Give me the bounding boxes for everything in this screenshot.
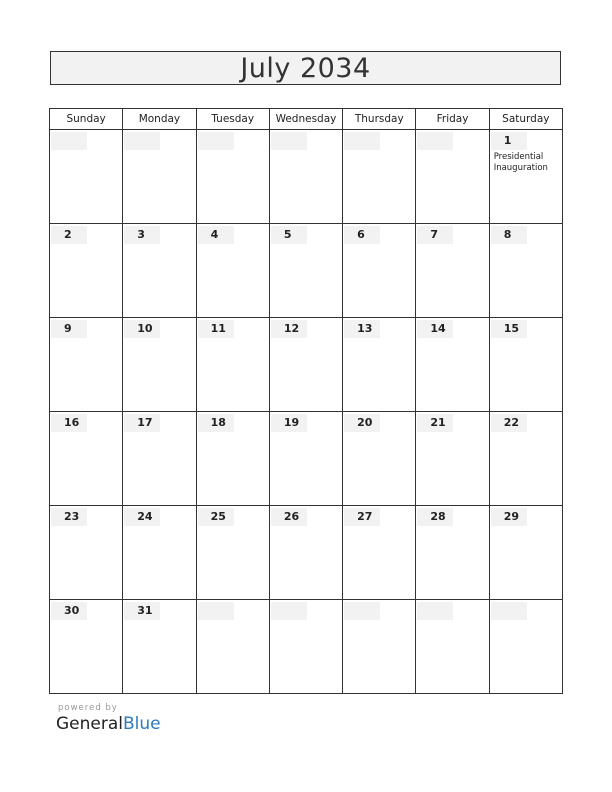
day-number: 14 bbox=[417, 320, 453, 338]
week-row bbox=[50, 412, 563, 506]
day-number: 15 bbox=[491, 320, 527, 338]
day-cell bbox=[123, 318, 196, 412]
calendar-title: July 2034 bbox=[240, 52, 371, 84]
weekday-friday: Friday bbox=[416, 109, 489, 130]
day-cell bbox=[416, 600, 489, 694]
day-number: 10 bbox=[124, 320, 160, 338]
day-cell bbox=[489, 600, 562, 694]
day-number: 19 bbox=[271, 414, 307, 432]
holiday-event: Presidential Inauguration bbox=[493, 152, 548, 173]
day-cell bbox=[50, 412, 123, 506]
day-cell bbox=[196, 130, 269, 224]
day-number: 17 bbox=[124, 414, 160, 432]
day-number: 16 bbox=[51, 414, 87, 432]
day-cell bbox=[269, 224, 342, 318]
day-cell bbox=[343, 318, 416, 412]
day-cell bbox=[269, 600, 342, 694]
day-cell bbox=[343, 506, 416, 600]
day-cell bbox=[123, 412, 196, 506]
day-number: 25 bbox=[198, 508, 234, 526]
calendar-weeks bbox=[50, 130, 563, 694]
day-number-empty bbox=[417, 132, 453, 150]
day-number-empty bbox=[198, 602, 234, 620]
week-row bbox=[50, 600, 563, 694]
day-number: 18 bbox=[198, 414, 234, 432]
day-cell bbox=[196, 600, 269, 694]
weekday-wednesday: Wednesday bbox=[269, 109, 342, 130]
day-number: 1 bbox=[491, 132, 527, 150]
day-number: 13 bbox=[344, 320, 380, 338]
day-cell bbox=[50, 224, 123, 318]
day-cell bbox=[416, 412, 489, 506]
brand-name-general: General bbox=[56, 714, 123, 734]
day-cell bbox=[343, 130, 416, 224]
day-cell bbox=[416, 224, 489, 318]
day-number-empty bbox=[51, 132, 87, 150]
day-number-empty bbox=[417, 602, 453, 620]
day-number: 12 bbox=[271, 320, 307, 338]
day-cell bbox=[489, 318, 562, 412]
day-number: 7 bbox=[417, 226, 453, 244]
day-number-empty bbox=[124, 132, 160, 150]
day-number: 9 bbox=[51, 320, 87, 338]
day-number-empty bbox=[344, 602, 380, 620]
day-cell bbox=[416, 318, 489, 412]
day-number: 3 bbox=[124, 226, 160, 244]
day-number: 29 bbox=[491, 508, 527, 526]
day-cell bbox=[269, 318, 342, 412]
weekday-monday: Monday bbox=[123, 109, 196, 130]
day-cell bbox=[489, 412, 562, 506]
day-number-empty bbox=[491, 602, 527, 620]
weekday-sunday: Sunday bbox=[50, 109, 123, 130]
calendar-grid bbox=[49, 108, 563, 694]
day-number: 24 bbox=[124, 508, 160, 526]
day-number-empty bbox=[271, 132, 307, 150]
day-number: 11 bbox=[198, 320, 234, 338]
day-number: 30 bbox=[51, 602, 87, 620]
day-cell bbox=[343, 600, 416, 694]
day-cell bbox=[50, 600, 123, 694]
day-cell bbox=[489, 506, 562, 600]
day-number: 2 bbox=[51, 226, 87, 244]
day-cell bbox=[50, 506, 123, 600]
day-cell bbox=[50, 318, 123, 412]
day-cell bbox=[123, 506, 196, 600]
day-cell bbox=[123, 600, 196, 694]
brand-name-blue: Blue bbox=[123, 714, 161, 734]
day-number: 23 bbox=[51, 508, 87, 526]
day-cell bbox=[343, 412, 416, 506]
day-number: 27 bbox=[344, 508, 380, 526]
day-cell bbox=[416, 506, 489, 600]
day-number: 21 bbox=[417, 414, 453, 432]
day-number: 5 bbox=[271, 226, 307, 244]
day-number: 28 bbox=[417, 508, 453, 526]
day-cell bbox=[196, 318, 269, 412]
day-number: 4 bbox=[198, 226, 234, 244]
day-cell bbox=[123, 130, 196, 224]
day-number-empty bbox=[198, 132, 234, 150]
day-number: 6 bbox=[344, 226, 380, 244]
week-row bbox=[50, 318, 563, 412]
brand-logo bbox=[56, 714, 161, 734]
day-cell bbox=[489, 130, 562, 224]
calendar-title-bar bbox=[50, 51, 561, 85]
day-cell bbox=[489, 224, 562, 318]
day-cell bbox=[196, 506, 269, 600]
weekday-tuesday: Tuesday bbox=[196, 109, 269, 130]
day-cell bbox=[269, 506, 342, 600]
day-cell bbox=[50, 130, 123, 224]
day-cell bbox=[269, 412, 342, 506]
powered-by-text: powered by bbox=[58, 703, 118, 713]
weekday-thursday: Thursday bbox=[343, 109, 416, 130]
day-cell bbox=[123, 224, 196, 318]
day-cell bbox=[416, 130, 489, 224]
day-number: 20 bbox=[344, 414, 380, 432]
weekday-header-row bbox=[50, 109, 563, 130]
week-row bbox=[50, 224, 563, 318]
week-row bbox=[50, 130, 563, 224]
day-number-empty bbox=[344, 132, 380, 150]
day-number-empty bbox=[271, 602, 307, 620]
brand-footer bbox=[56, 703, 161, 734]
day-number: 8 bbox=[491, 226, 527, 244]
day-cell bbox=[269, 130, 342, 224]
day-number: 31 bbox=[124, 602, 160, 620]
day-cell bbox=[343, 224, 416, 318]
day-number: 22 bbox=[491, 414, 527, 432]
day-number: 26 bbox=[271, 508, 307, 526]
weekday-saturday: Saturday bbox=[489, 109, 562, 130]
week-row bbox=[50, 506, 563, 600]
day-cell bbox=[196, 224, 269, 318]
day-cell bbox=[196, 412, 269, 506]
